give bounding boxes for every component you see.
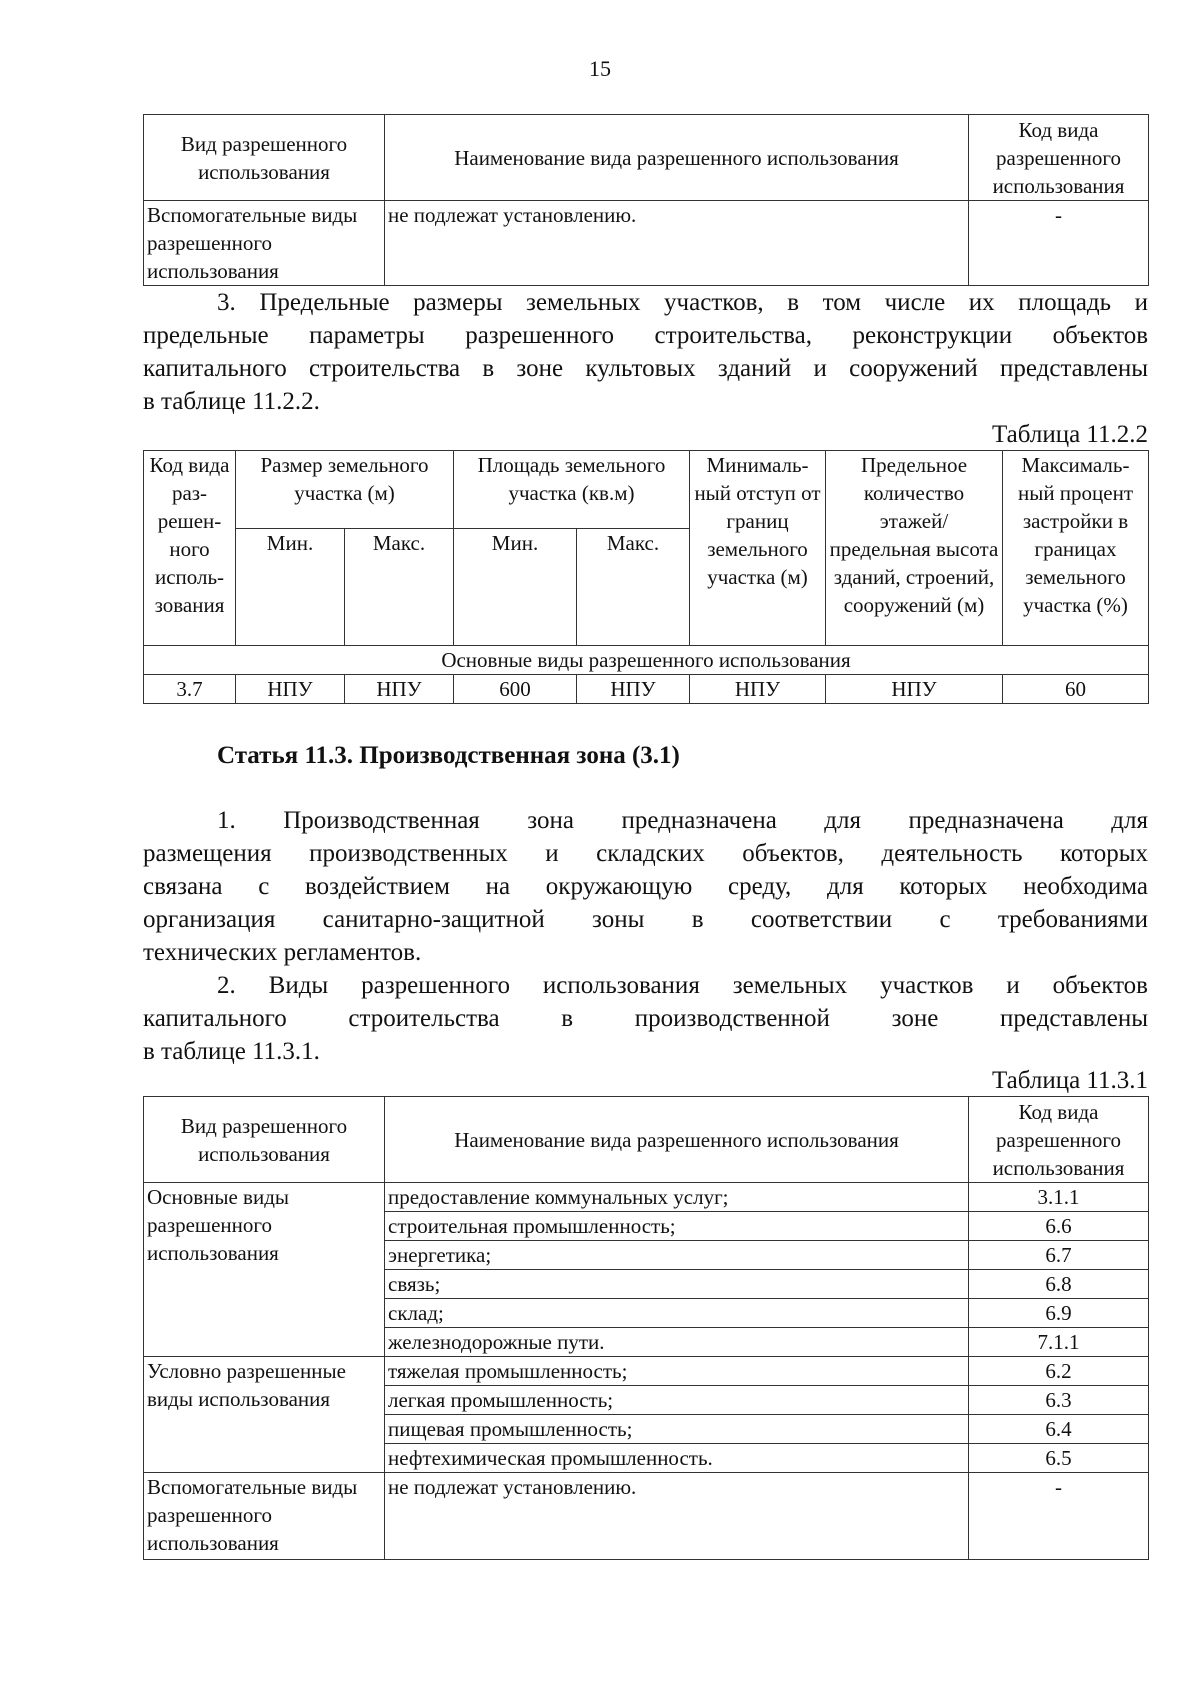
cell-usage-type: Условно разрешенные виды использования bbox=[144, 1357, 385, 1473]
header-usage-name: Наименование вида разрешенного использования bbox=[385, 115, 969, 201]
header-floors-height: Предельное количество этажей/ предельная высота зданий, строений, сооружений (м) bbox=[826, 451, 1003, 646]
cell-usage-code: 6.4 bbox=[969, 1415, 1149, 1444]
paragraph-line: связана с воздействием на окружающую среду, для которых необходима bbox=[143, 873, 1148, 900]
cell-size-min: НПУ bbox=[236, 675, 345, 704]
header-size-min: Мин. bbox=[236, 529, 345, 646]
cell-usage-name: связь; bbox=[385, 1270, 969, 1299]
cell-usage-name: предоставление коммунальных услуг; bbox=[385, 1183, 969, 1212]
cell-usage-type: Основные виды разрешенного использования bbox=[144, 1183, 385, 1357]
table-header-row bbox=[144, 115, 1149, 201]
cell-usage-name: не подлежат установлению. bbox=[385, 201, 969, 286]
cell-usage-code: - bbox=[969, 201, 1149, 286]
article-paragraph-1 bbox=[143, 804, 1148, 969]
header-area-max: Макс. bbox=[577, 529, 690, 646]
cell-usage-name: легкая промышленность; bbox=[385, 1386, 969, 1415]
table-11-2-2 bbox=[143, 450, 1149, 704]
cell-usage-code: 6.7 bbox=[969, 1241, 1149, 1270]
table-11-2-1-continued bbox=[143, 114, 1149, 286]
paragraph-line: в таблице 11.2.2. bbox=[143, 388, 320, 415]
table-caption-11-3-1: Таблица 11.3.1 bbox=[992, 1067, 1148, 1094]
cell-area-min: 600 bbox=[454, 675, 577, 704]
cell-usage-code: 6.2 bbox=[969, 1357, 1149, 1386]
table-11-3-1 bbox=[143, 1096, 1149, 1560]
header-usage-type: Вид разрешенного использования bbox=[144, 1097, 385, 1183]
paragraph-line: технических регламентов. bbox=[143, 939, 422, 966]
cell-usage-code: 6.5 bbox=[969, 1444, 1149, 1473]
paragraph-3 bbox=[143, 286, 1148, 418]
paragraph-line: размещения производственных и складских объектов, деятельность которых bbox=[143, 840, 1148, 867]
cell-usage-name: тяжелая промышленность; bbox=[385, 1357, 969, 1386]
section-label: Основные виды разрешенного использования bbox=[144, 646, 1149, 675]
table-row bbox=[144, 1183, 1149, 1212]
cell-usage-type: Вспомогательные виды разрешенного использования bbox=[144, 1473, 385, 1560]
header-usage-name: Наименование вида разрешенного использования bbox=[385, 1097, 969, 1183]
header-area-min: Мин. bbox=[454, 529, 577, 646]
header-usage-type: Вид разрешенного использования bbox=[144, 115, 385, 201]
header-usage-code: Код вида разрешенного использования bbox=[969, 115, 1149, 201]
cell-code: 3.7 bbox=[144, 675, 236, 704]
cell-usage-name: энергетика; bbox=[385, 1241, 969, 1270]
paragraph-line: организация санитарно-защитной зоны в соответствии с требованиями bbox=[143, 906, 1148, 933]
article-title: Статья 11.3. Производственная зона (3.1) bbox=[217, 742, 680, 769]
cell-usage-code: 6.8 bbox=[969, 1270, 1149, 1299]
table-row bbox=[144, 201, 1149, 286]
cell-usage-name: нефтехимическая промышленность. bbox=[385, 1444, 969, 1473]
paragraph-line: в таблице 11.3.1. bbox=[143, 1038, 320, 1065]
cell-usage-name: строительная промышленность; bbox=[385, 1212, 969, 1241]
cell-usage-name: пищевая промышленность; bbox=[385, 1415, 969, 1444]
header-usage-code: Код вида разрешенного использования bbox=[969, 1097, 1149, 1183]
paragraph-line: 3. Предельные размеры земельных участков, в том числе их площадь и bbox=[217, 289, 1148, 316]
table-header-row bbox=[144, 451, 1149, 529]
cell-floors: НПУ bbox=[826, 675, 1003, 704]
cell-usage-name: железнодорожные пути. bbox=[385, 1328, 969, 1357]
paragraph-line: 2. Виды разрешенного использования земельных участков и объектов bbox=[217, 972, 1148, 999]
header-coverage: Максималь-ный процент застройки в границах земельного участка (%) bbox=[1003, 451, 1149, 646]
paragraph-line: капитального строительства в зоне культовых зданий и сооружений представлены bbox=[143, 355, 1148, 382]
page-number: 15 bbox=[589, 56, 611, 81]
cell-usage-code: 6.3 bbox=[969, 1386, 1149, 1415]
table-caption-11-2-2: Таблица 11.2.2 bbox=[992, 421, 1148, 448]
table-section-row bbox=[144, 646, 1149, 675]
cell-usage-name: склад; bbox=[385, 1299, 969, 1328]
paragraph-line: предельные параметры разрешенного строительства, реконструкции объектов bbox=[143, 322, 1148, 349]
cell-usage-code: 6.6 bbox=[969, 1212, 1149, 1241]
table-row bbox=[144, 1473, 1149, 1560]
cell-usage-type: Вспомогательные виды разрешенного использования bbox=[144, 201, 385, 286]
cell-size-max: НПУ bbox=[345, 675, 454, 704]
article-paragraph-2 bbox=[143, 969, 1148, 1068]
cell-usage-name: не подлежат установлению. bbox=[385, 1473, 969, 1560]
cell-area-max: НПУ bbox=[577, 675, 690, 704]
cell-usage-code: 7.1.1 bbox=[969, 1328, 1149, 1357]
header-code: Код вида раз-решен-ного исполь-зования bbox=[144, 451, 236, 646]
header-plot-area: Площадь земельного участка (кв.м) bbox=[454, 451, 690, 529]
cell-coverage: 60 bbox=[1003, 675, 1149, 704]
table-row bbox=[144, 1357, 1149, 1386]
cell-usage-code: 3.1.1 bbox=[969, 1183, 1149, 1212]
header-size-max: Макс. bbox=[345, 529, 454, 646]
cell-usage-code: - bbox=[969, 1473, 1149, 1560]
cell-usage-code: 6.9 bbox=[969, 1299, 1149, 1328]
header-setback: Минималь-ный отступ от границ земельного участка (м) bbox=[690, 451, 826, 646]
table-row bbox=[144, 675, 1149, 704]
table-header-row bbox=[144, 1097, 1149, 1183]
header-plot-size: Размер земельного участка (м) bbox=[236, 451, 454, 529]
paragraph-line: 1. Производственная зона предназначена для предназначена для bbox=[217, 807, 1148, 834]
paragraph-line: капитального строительства в производственной зоне представлены bbox=[143, 1005, 1148, 1032]
cell-setback: НПУ bbox=[690, 675, 826, 704]
